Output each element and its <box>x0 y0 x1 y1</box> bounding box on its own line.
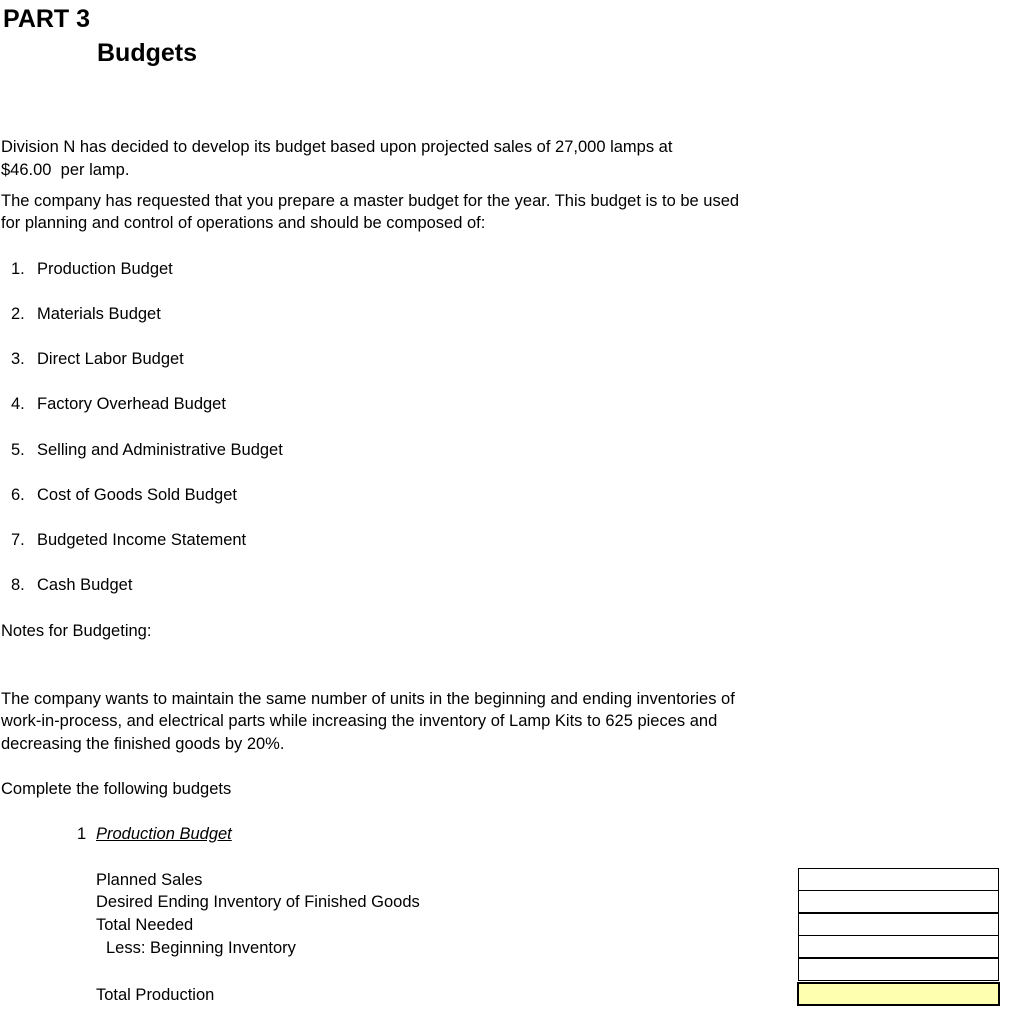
row-label-total-production: Total Production <box>96 986 215 1004</box>
total-production-input[interactable] <box>797 982 1000 1006</box>
budget-list-number: 4. <box>11 395 25 413</box>
budget-list-item: Selling and Administrative Budget <box>37 441 283 459</box>
notes-heading: Notes for Budgeting: <box>1 622 152 640</box>
budget-list-item: Factory Overhead Budget <box>37 395 226 413</box>
budget-list-number: 5. <box>11 441 25 459</box>
intro-line-2 <box>1 159 129 182</box>
price-unit: per lamp. <box>60 161 130 179</box>
notes-line-2: work-in-process, and electrical parts while increasing the inventory of Lamp Kits to 625 pieces and <box>1 712 718 730</box>
budget-list-number: 2. <box>11 305 25 323</box>
row-label-planned-sales: Planned Sales <box>96 871 203 889</box>
row-label-less-beginning-inventory: Less: Beginning Inventory <box>106 939 296 957</box>
subtotal-input[interactable] <box>798 958 999 981</box>
budget-list-item: Direct Labor Budget <box>37 350 184 368</box>
price-per-lamp: $46.00 <box>1 161 52 179</box>
budget-list-number: 7. <box>11 531 25 549</box>
intro-line-1: Division N has decided to develop its budget based upon projected sales of 27,000 lamps at <box>1 138 673 156</box>
budget-list-number: 6. <box>11 486 25 504</box>
beginning-inventory-input[interactable] <box>798 935 999 958</box>
desired-ending-inventory-input[interactable] <box>798 890 999 913</box>
section-number: 1 <box>77 825 87 843</box>
intro-para2-line-1: The company has requested that you prepare a master budget for the year. This budget is to be used <box>1 192 740 210</box>
row-label-total-needed: Total Needed <box>96 916 194 934</box>
instruction-text: Complete the following budgets <box>1 780 232 798</box>
budget-list-item: Budgeted Income Statement <box>37 531 247 549</box>
section-title: Production Budget <box>96 825 232 843</box>
budget-list-item: Materials Budget <box>37 305 161 323</box>
budget-list-number: 8. <box>11 576 25 594</box>
budget-list-number: 1. <box>11 260 25 278</box>
budget-list-number: 3. <box>11 350 25 368</box>
row-label-desired-ending-inventory: Desired Ending Inventory of Finished Goods <box>96 893 420 911</box>
total-needed-input[interactable] <box>798 913 999 936</box>
budget-list-item: Production Budget <box>37 260 173 278</box>
notes-line-3: decreasing the finished goods by 20%. <box>1 735 285 753</box>
budget-list-item: Cost of Goods Sold Budget <box>37 486 237 504</box>
planned-sales-input[interactable] <box>798 868 999 891</box>
notes-line-1: The company wants to maintain the same number of units in the beginning and ending inventories of <box>1 690 735 708</box>
page-title: Budgets <box>97 39 197 67</box>
budget-list-item: Cash Budget <box>37 576 133 594</box>
part-heading: PART 3 <box>3 5 91 33</box>
intro-para2-line-2: for planning and control of operations and should be composed of: <box>1 214 486 232</box>
